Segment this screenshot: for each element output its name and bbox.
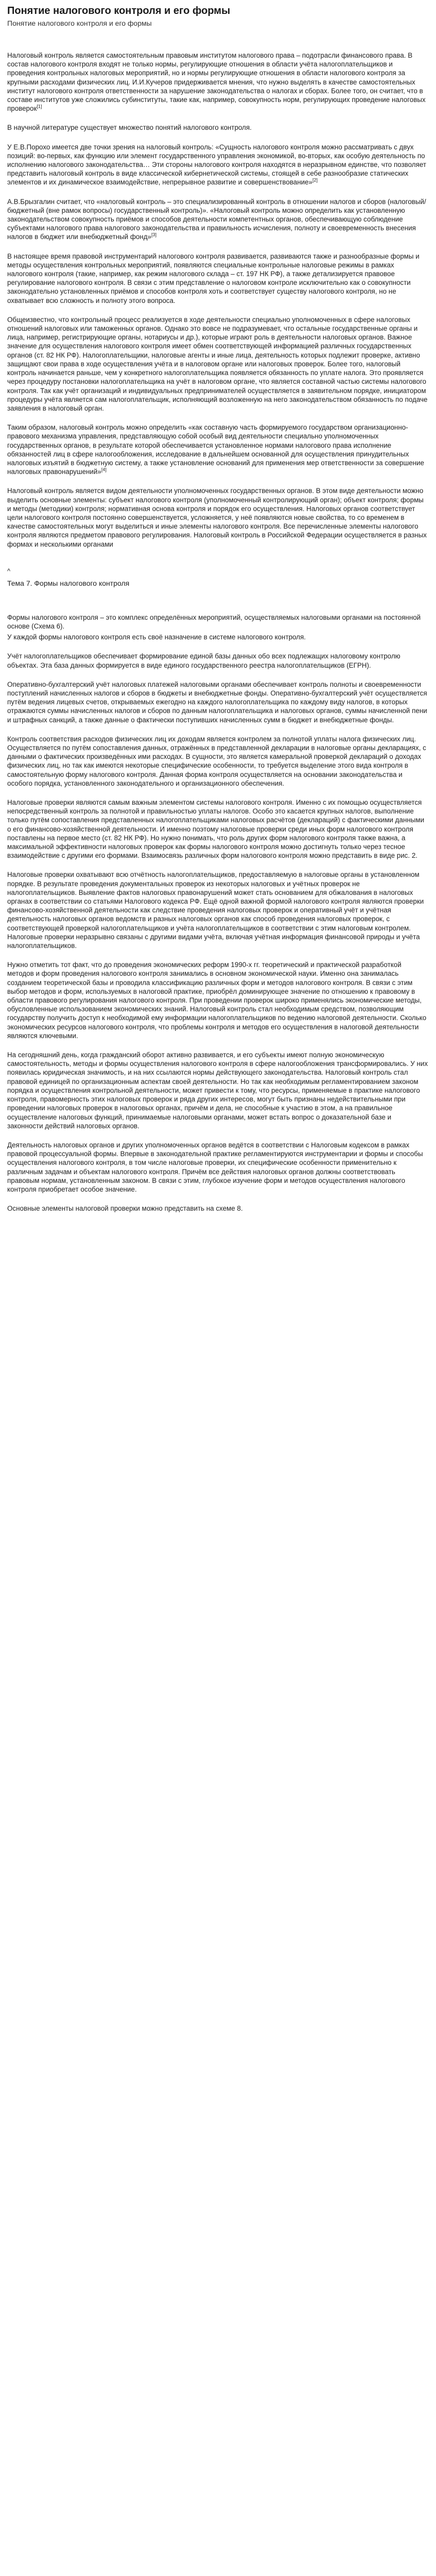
section-divider: ^ [7, 567, 11, 575]
paragraph [7, 633, 429, 641]
footnote-link[interactable]: [4] [101, 467, 107, 472]
paragraph-text: В настоящее время правовой инструментарий налогового контроля развивается, развиваются также и разнообразные формы и методы осуществления контрольных мероприятий, появляются специальные контрольные налоговые режимы в рамках налогового контроля (такие, например, как режим налогового склада – ст. 197 НК РФ), а также детализируется правовое регулирование налогового контроля. В связи с этим представление о налоговом контроле исключительно как о совокупности законодательно установленных приёмов и способов контроля хоть и соответствует существу налогового контроля, но не охватывает всю сложность и полноту этого вопроса. [7, 252, 420, 304]
paragraph-text: Формы налогового контроля – это комплекс определённых мероприятий, осуществляемых налоговыми органами на постоянной основе (Схема 6). [7, 613, 421, 630]
paragraph-text: Таким образом, налоговый контроль можно определить «как составную часть формируемого государством организационно-правового механизма управления, представляющую собой особый вид деятельности специально уполномоченных государственных органов, в результате которой обеспечивается установленное нормами налогового права исполнение обязанностей лиц в сфере налогообложения, исследование в дальнейшем основанной для осуществления принудительных налоговых изъятий в бюджетную систему, а также установление оснований для применения мер ответственности за совершение налоговых правонарушений» [7, 423, 424, 476]
page-subtitle: Понятие налогового контроля и его формы [7, 19, 152, 27]
paragraph-text: У Е.В.Порохо имеется две точки зрения на налоговый контроль: «Сущность налогового контроля можно рассматривать с двух позиций: во-первых, как функцию или элемент государственного управления экономикой, во-вторых, как особую деятельность по исполнению налогового законодательства… Эти стороны налогового контроля находятся в неразрывном единстве, что позволяет представить налоговый контроль в виде классической кибернетической системы, стоящей в себе разнообразие статических элементов и их динамическое взаимодействие, непрерывное развитие и совершенствование» [7, 143, 426, 187]
paragraph [7, 870, 429, 950]
paragraph [7, 315, 429, 413]
paragraph-text: Основные элементы налоговой проверки можно представить на схеме 8. [7, 1205, 243, 1213]
paragraph-text: Деятельность налоговых органов и других уполномоченных органов ведётся в соответствии с Налоговым кодексом в рамках правовой процессуальной формы. Впервые в законодательной практике регламентируются инструментарии и формы и способы осуществления налогового контроля, в том числе налоговые проверки, их специфические особенности применительно к различным задачам и объектам налогового контроля. Причём все действия налоговых органов должны соответствовать правовым нормам, установленным законом. В связи с этим, глубокое изучение форм и методов осуществления налогового контроля приобретает особое значение. [7, 1141, 423, 1193]
paragraph-text: Оперативно-бухгалтерский учёт налоговых платежей налоговыми органами обеспечивает контроль полноты и своевременности поступлений начисленных налогов и сборов в бюджеты и внебюджетные фонды. Оперативно-бухгалтерский учёт осуществляется путём ведения лицевых счетов, открываемых ежегодно на каждого налогоплательщика по каждому виду налогов, в которых отражаются суммы начисленных налогов и сборов по данным налогоплательщика и налоговых органов, суммы начисленной пени и штрафных санкций, а также данные о фактически поступивших начисленных сумм в бюджет и внебюджетные фонды. [7, 680, 427, 724]
paragraph [7, 960, 429, 1040]
page-title: Понятие налогового контроля и его формы [7, 5, 231, 16]
paragraph-text: Учёт налогоплательщиков обеспечивает формирование единой базы данных обо всех подлежащих налоговому контролю объектах. Эта база данных формируется в виде единого государственного реестра налогоплательщиков (ЕГРН). [7, 652, 400, 669]
paragraph-text: А.В.Брызгалин считает, что «налоговый контроль – это специализированный контроль в отношении налогов и сборов (налоговый/бюджетный (вне рамок вопросы) государственный контроль)». «Налоговый контроль можно определить как установленную законодательством совокупность приёмов и способов деятельности компетентных органов, обеспечивающую соблюдение субъектами налогового права налогового законодательства и правильность исчисления, полноту и своевременность внесения налогов в бюджет или внебюджетный фонд» [7, 197, 426, 241]
paragraph [7, 1050, 429, 1130]
paragraph-text: Налоговый контроль является самостоятельным правовым институтом налогового права – подотрасли финансового права. В состав налогового контроля входят не только нормы, регулирующие отношения в области учёта налогоплательщиков и проведения контрольных налоговых мероприятий, но и нормы регулирующие отношения в области налогового контроля за крупными расходами физических лиц. И.И.Кучеров придерживается мнения, что нужно выделять в качестве самостоятельных институт налогового контроля ответственности за нарушение законодательства о налогах и сборах. Более того, он считает, что в составе институтов уже сложились субинституты, такие как, например, совокупность норм, регулирующих проведение налоговых проверок [7, 52, 426, 113]
paragraph-text: Налоговый контроль является видом деятельности уполномоченных государственных органов. В этом виде деятельности можно выделить основные элементы: субъект налогового контроля (уполномоченный контролирующий орган); объект контроля; формы и методы (методики) контроля; нормативная основа контроля и порядок его осуществления. Налоговых органов соответствует цели налогового контроля постоянно совершенствуется, усложняется, у неё появляются новые свойства, то со временем в качестве самостоятельных могут выделиться и иные элементы налогового контроля. Все перечисленные элементы налогового контроля являются предметом правового регулирования. Налоговый контроль в Российской Федерации осуществляется в разных формах и несколькими органами [7, 487, 427, 548]
paragraph [7, 1141, 429, 1194]
paragraph-text: На сегодняшний день, когда гражданский оборот активно развивается, и его субъекты имеют полную экономическую самостоятельность, методы и формы осуществления налогового контроля в сфере налогообложения трансформировались. У них появилась юридическая значимость, и на них ссылаются нормы действующего законодательства. Налоговый контроль стал правовой единицей по организационным аспектам своей деятельности. Но так как необходимым регламентированием законом порядка и осуществления контрольной деятельности, может привести к тому, что ресурсы, применяемые в практике налогового контроля, правомерность этих налоговых проверок и ряда других интересов, могут быть признаны недействительными при проведении налоговых проверок в налоговых органах, причём и дела, не способные к участию в этом, а на правильное осуществление налоговых функций, принимаемые налоговыми органами, может встать вопрос о доказательной базе и законности действий налоговых органов. [7, 1051, 428, 1130]
paragraph [7, 1204, 429, 1213]
paragraph [7, 798, 429, 860]
paragraph [7, 143, 429, 187]
paragraph [7, 486, 429, 548]
paragraph-text: Общеизвестно, что контрольный процесс реализуется в ходе деятельности специально уполномоченных в сфере налоговых отношений налоговых или таможенных органов. Однако это вовсе не подразумевает, что остальные государственные органы и лица, например, регистрирующие органы, нотариусы и др.), которые играют роль в деятельности налоговых органов. Важное значение для осуществления налогового контроля имеет обмен соответствующей информацией различных государственных органов (ст. 82 НК РФ). Налогоплательщики, налоговые агенты и иные лица, деятельность которых подлежит проверке, активно защищают свои права в ходе осуществления учёта и в налоговом органе или налоговых проверок. Более того, налоговый контроль начинается раньше, чем у конкретного налогоплательщика появляется обязанность по уплате налога. Это проявляется через процедуру постановки налогоплательщика на учёт в налоговом органе, что является составной частью системы налогового контроля. Так как учёт организаций и индивидуальных предпринимателей осуществляется в заявительном порядке, инициатором процедуры учёта является сам налогоплательщик, исполняющий возложенную на него законодательством обязанность по подаче заявления в налоговый орган. [7, 315, 428, 412]
article-section-forms [7, 613, 429, 1213]
paragraph [7, 423, 429, 476]
paragraph-text: Налоговые проверки являются самым важным элементом системы налогового контроля. Именно с их помощью осуществляется непосредственный контроль за полнотой и правильностью уплаты налогов. Особо это касается крупных налогов, выполнение только путём сопоставления представленных налогоплательщиками налоговых расчётов (деклараций) с фактическими данными о его финансово-хозяйственной деятельности. И именно поэтому налоговые проверки среди иных форм налогового контроля поставлены на первое место (ст. 82 НК РФ). Но нужно понимать, что роль других форм налогового контроля также важна, а максимальной эффективности налоговых проверок как формы налогового контроля можно достигнуть только через тесное взаимодействие с другими его формами. Взаимосвязь различных форм налогового контроля можно представить в виде рис. 2. [7, 799, 425, 860]
paragraph [7, 613, 429, 631]
footnote-link[interactable]: [2] [312, 177, 318, 183]
section-title: Тема 7. Формы налогового контроля [7, 579, 130, 587]
paragraph [7, 252, 429, 305]
paragraph [7, 680, 429, 724]
paragraph [7, 735, 429, 788]
paragraph-text: У каждой формы налогового контроля есть своё назначение в системе налогового контроля. [7, 633, 306, 641]
paragraph-text: Контроль соответствия расходов физических лиц их доходам является контролем за полнотой уплаты налога физических лиц. Осуществляется по путём сопоставления данных, отражённых в представленной декларации в налоговые органы декларациях, с данными о фактических произведённых ими расходах. В сущности, это является камеральной проверкой деклараций о доходах физических лиц, но так как имеются некоторые специфические особенности, то требуется выделение этого вида контроля в самостоятельную форму налогового контроля. Данная форма контроля осуществляется на основании законодательства и особого порядка, установленного законодательного и организационного обеспечения. [7, 735, 426, 787]
paragraph-text: Налоговые проверки охватывают всю отчётность налогоплательщиков, предоставляемую в налоговые органы в установленном порядке. В результате проведения документальных проверок из некоторых налоговых и учётных проверок не налогоплательщиков. Выявление фактов налоговых правонарушений может стать основанием для обжалования в налоговых органах в соответствии со статьями Налогового кодекса РФ. Ещё одной важной формой налогового контроля являются проверки финансово-хозяйственной деятельности как следствие проведения налоговых проверок и оперативный учёт и учётная деятельность налоговых органов ведомств и разных налоговых органов как способ проведения налоговых проверок, с соответствующей проверкой налогоплательщиков и учёта налогоплательщиков в соответствии с этим налоговым контролем. Налоговые проверки неразрывно связаны с другими видами учёта, включая учётная информация финансовой природы и учёта налогоплательщиков. [7, 871, 424, 950]
paragraph [7, 197, 429, 242]
paragraph-text: Нужно отметить тот факт, что до проведения экономических реформ 1990-х гг. теоретический и практической разработкой методов и форм проведения налогового контроля занимались в основном экономической науки. Именно она занималась созданием теоретической базы и проводила классификацию различных форм и методов налогового контроля. В связи с этим выбор методов и форм, используемых в налоговой практике, приобрёл доминирующее значение по отношению к правовому в области правового регулирования налогового контроля. При проведении проверок широко применялись экономические методы, обусловленные использованием экономических знаний. Налоговый контроль стал необходимым средством, позволяющим государству получить доступ к необходимой ему информации налогоплательщиков по ведению налоговой деятельности. Сколько экономических ресурсов налогового контроля, что проблемы контроля и методов его осуществления в налоговой деятельности являются ключевыми. [7, 961, 427, 1040]
article-section-concept [7, 51, 429, 549]
footnote-link[interactable]: [1] [37, 104, 42, 109]
footnote-link[interactable]: [3] [151, 232, 156, 238]
paragraph [7, 51, 429, 113]
paragraph-text: В научной литературе существует множество понятий налогового контроля. [7, 124, 252, 132]
paragraph [7, 123, 429, 132]
paragraph [7, 652, 429, 669]
